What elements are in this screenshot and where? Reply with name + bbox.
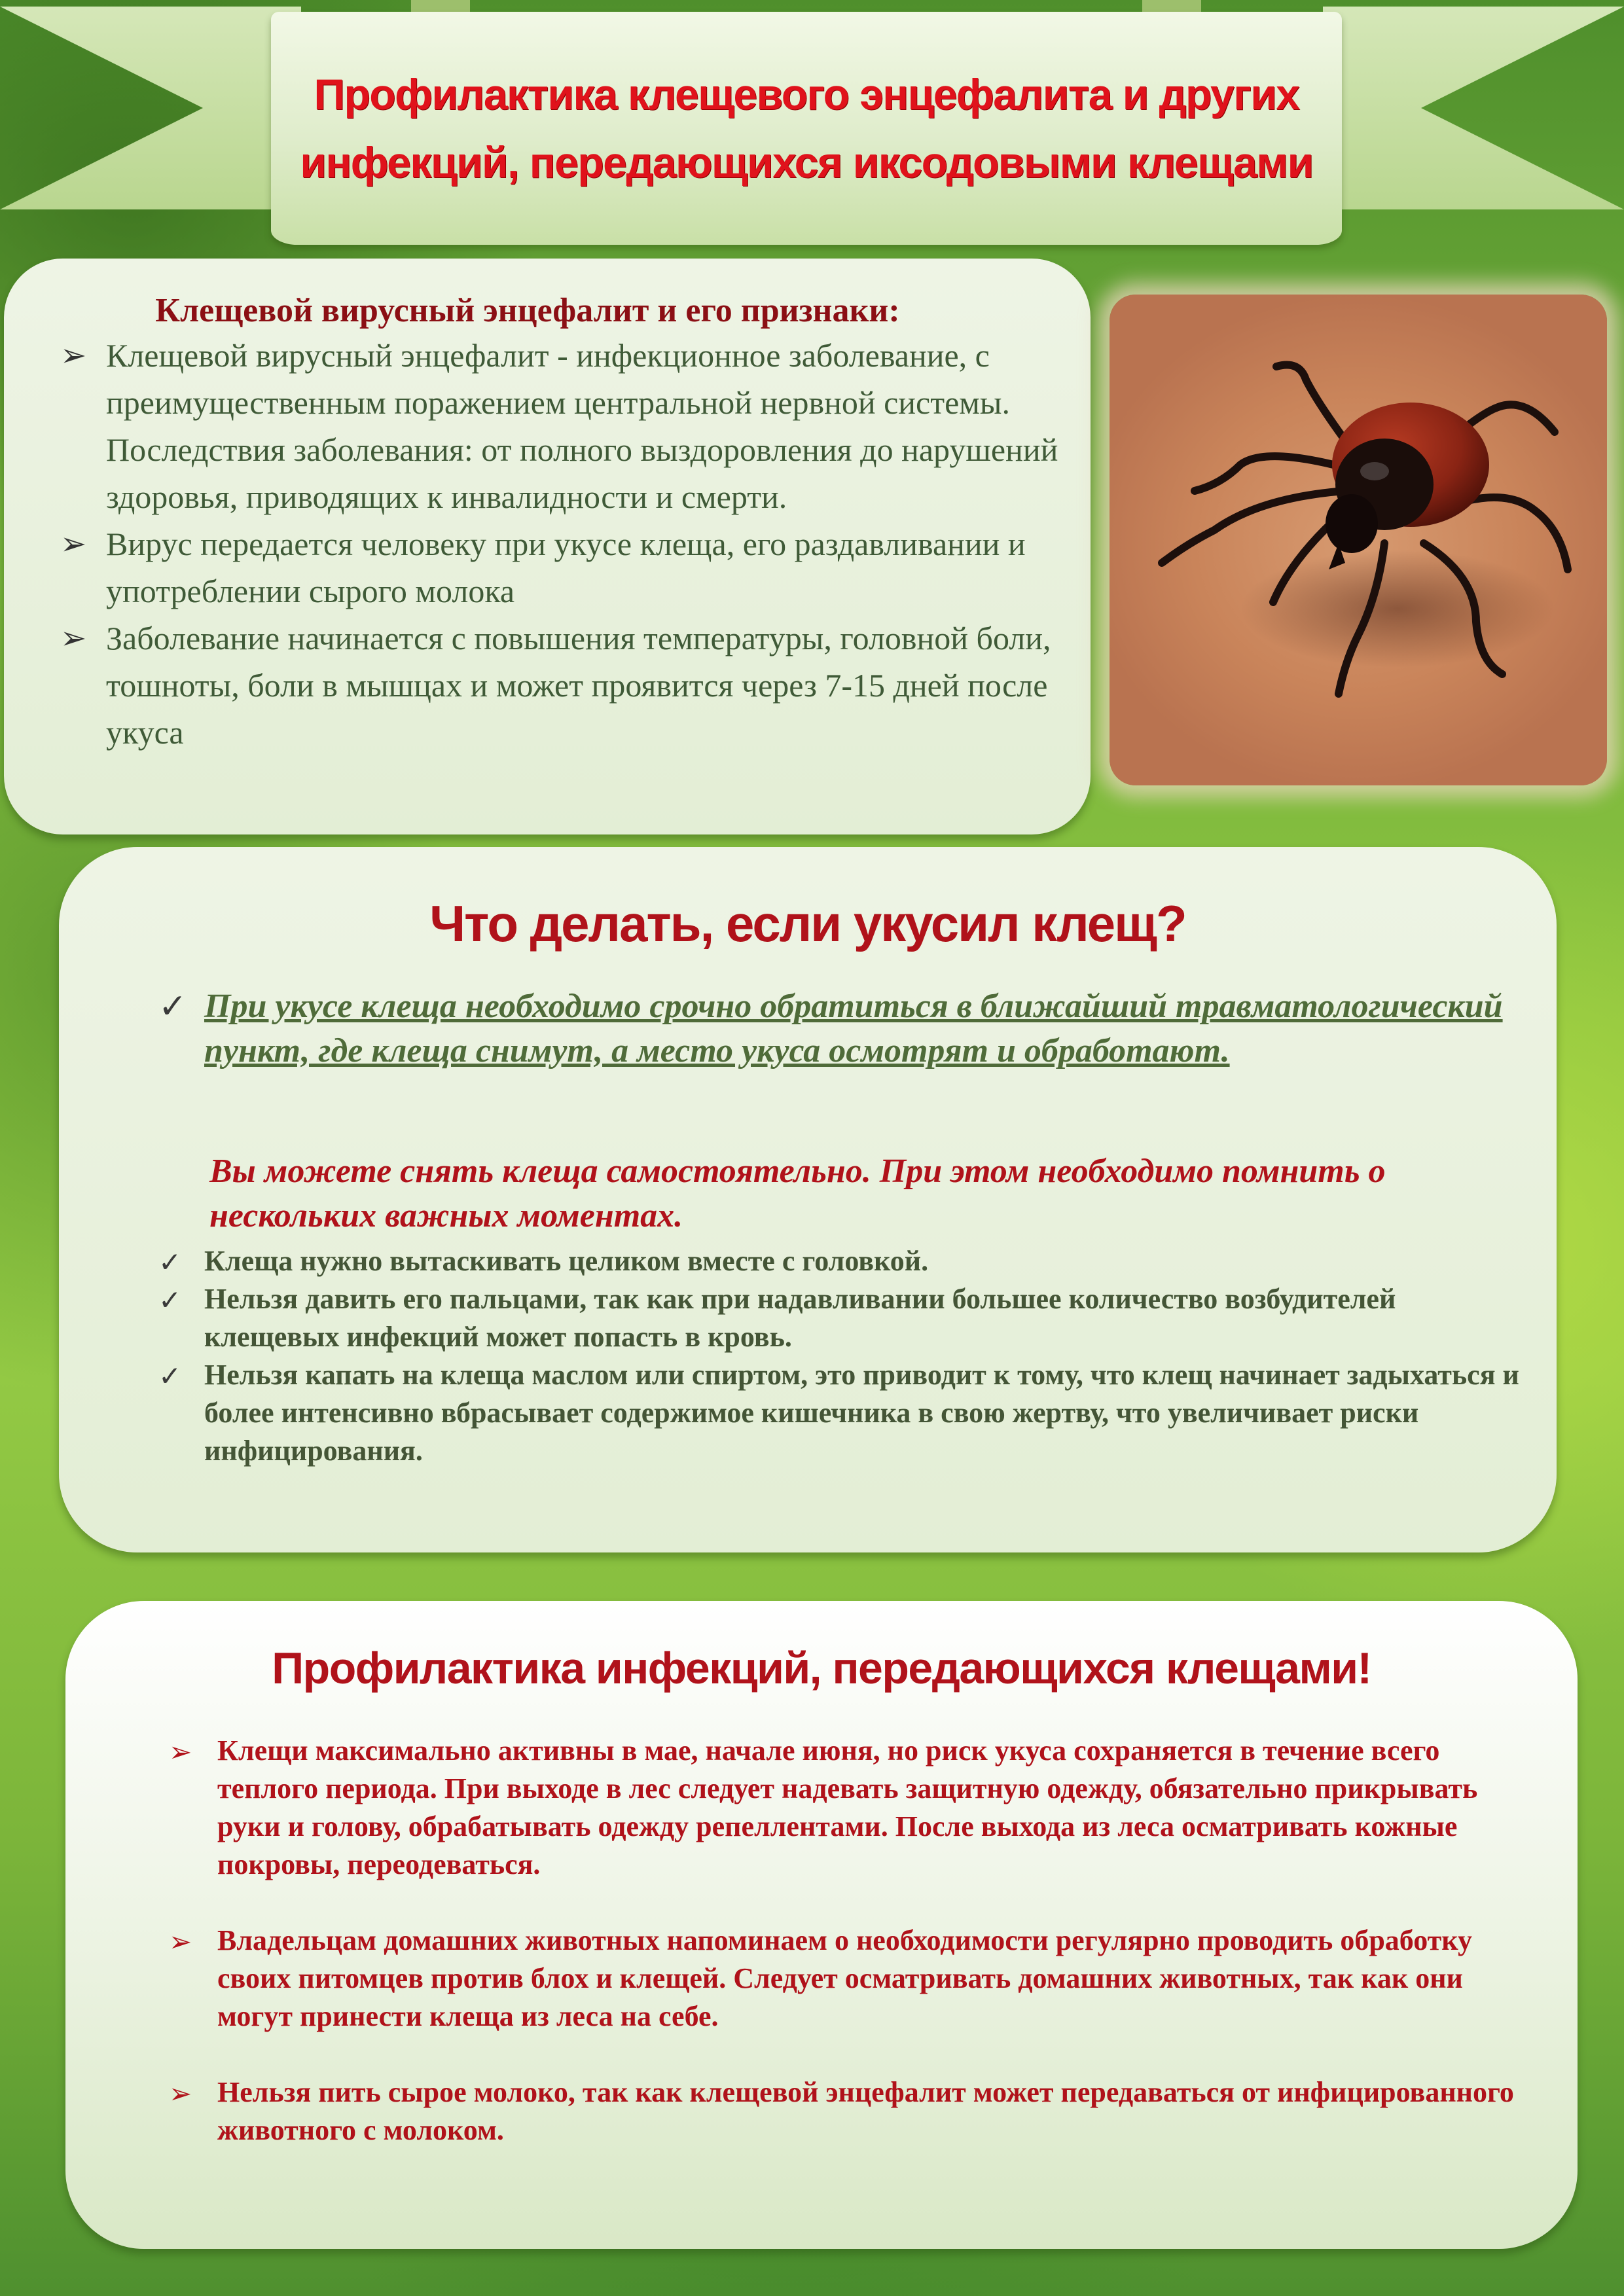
page-title: Профилактика клещевого энцефалита и других инфекций, передающихся иксодовыми клещами: [300, 70, 1313, 187]
list-item: [164, 2073, 1525, 2149]
checkmark-icon: ✓: [158, 1284, 182, 1316]
checkmark-icon: ✓: [158, 1360, 182, 1392]
signs-panel: [4, 259, 1091, 834]
list-item: [164, 1922, 1525, 2036]
list-item-text: Нельзя давить его пальцами, так как при надавливании большее количество возбудителей клещевых инфекций может попасть в кровь.: [204, 1283, 1396, 1353]
bite-note: Вы можете снять клеща самостоятельно. При этом необходимо помнить о нескольких важных моментах.: [209, 1153, 1386, 1234]
bite-panel: [59, 847, 1557, 1552]
title-banner: [271, 12, 1342, 245]
arrow-bullet-icon: ➢: [169, 2077, 192, 2109]
arrow-bullet-icon: ➢: [60, 337, 87, 374]
ribbon-left-tail: [0, 7, 301, 209]
list-item-text: Нельзя пить сырое молоко, так как клещевой энцефалит может передаваться от инфицированного животного с молоком.: [217, 2076, 1514, 2146]
list-item-text: Вирус передается человеку при укусе клеща, его раздавливании и употреблении сырого молока: [106, 526, 1026, 609]
arrow-bullet-icon: ➢: [169, 1926, 192, 1958]
prevention-panel: [65, 1601, 1578, 2249]
arrow-bullet-icon: ➢: [60, 620, 87, 656]
bite-main-advice: [158, 984, 1520, 1073]
list-item-text: Нельзя капать на клеща маслом или спиртом, это приводит к тому, что клещ начинает задыхаться и более интенсивно вбрасывает содержимое кишечника в свою жертву, что увеличивает риски инфицирования.: [204, 1359, 1519, 1467]
tick-photo: [1110, 295, 1607, 785]
list-item: [164, 1732, 1525, 1884]
list-item: [56, 332, 1064, 520]
list-item-text: Клещевой вирусный энцефалит - инфекционное заболевание, с преимущественным поражением центральной нервной системы. Последствия заболевания: от полного выздоровления до нарушений здоровья, приводящих к инвалидности и смерти.: [106, 337, 1058, 515]
list-item-text: Клеща нужно вытаскивать целиком вместе с головкой.: [204, 1245, 929, 1277]
list-item: [158, 1280, 1520, 1356]
list-item-text: Заболевание начинается с повышения температуры, головной боли, тошноты, боли в мышцах и может проявится через 7-15 дней после укуса: [106, 620, 1051, 751]
bite-heading: Что делать, если укусил клещ?: [429, 895, 1186, 952]
ribbon-right-tail: [1323, 7, 1624, 209]
list-item-text: Владельцам домашних животных напоминаем о необходимости регулярно проводить обработку своих питомцев против блох и клещей. Следует осматривать домашних животных, так как они могут принести клеща из леса на себе.: [217, 1924, 1472, 2032]
bite-list: [158, 1242, 1520, 1470]
arrow-bullet-icon: ➢: [169, 1736, 192, 1768]
list-item: [56, 520, 1064, 615]
signs-list: [56, 332, 1064, 756]
prevention-list: [164, 1732, 1525, 2187]
list-item: [158, 1356, 1520, 1470]
prevention-heading: Профилактика инфекций, передающихся клещами!: [272, 1643, 1371, 1693]
bite-main-advice-text: При укусе клеща необходимо срочно обратиться в ближайший травматологический пункт, где клеща снимут, а место укуса осмотрят и обработают.: [204, 988, 1503, 1069]
tick-illustration: [1110, 295, 1607, 785]
arrow-bullet-icon: ➢: [60, 526, 87, 562]
list-item-text: Клещи максимально активны в мае, начале июня, но риск укуса сохраняется в течение всего теплого периода. При выходе в лес следует надевать защитную одежду, обязательно прикрывать руки и голову, обрабатывать одежду репеллентами. После выхода из леса осматривать кожные покровы, переодеваться.: [217, 1734, 1478, 1880]
list-item: [158, 1242, 1520, 1280]
list-item: [56, 615, 1064, 756]
checkmark-icon: ✓: [158, 1246, 182, 1278]
checkmark-icon: ✓: [158, 987, 187, 1026]
signs-heading: Клещевой вирусный энцефалит и его признаки:: [155, 292, 900, 329]
